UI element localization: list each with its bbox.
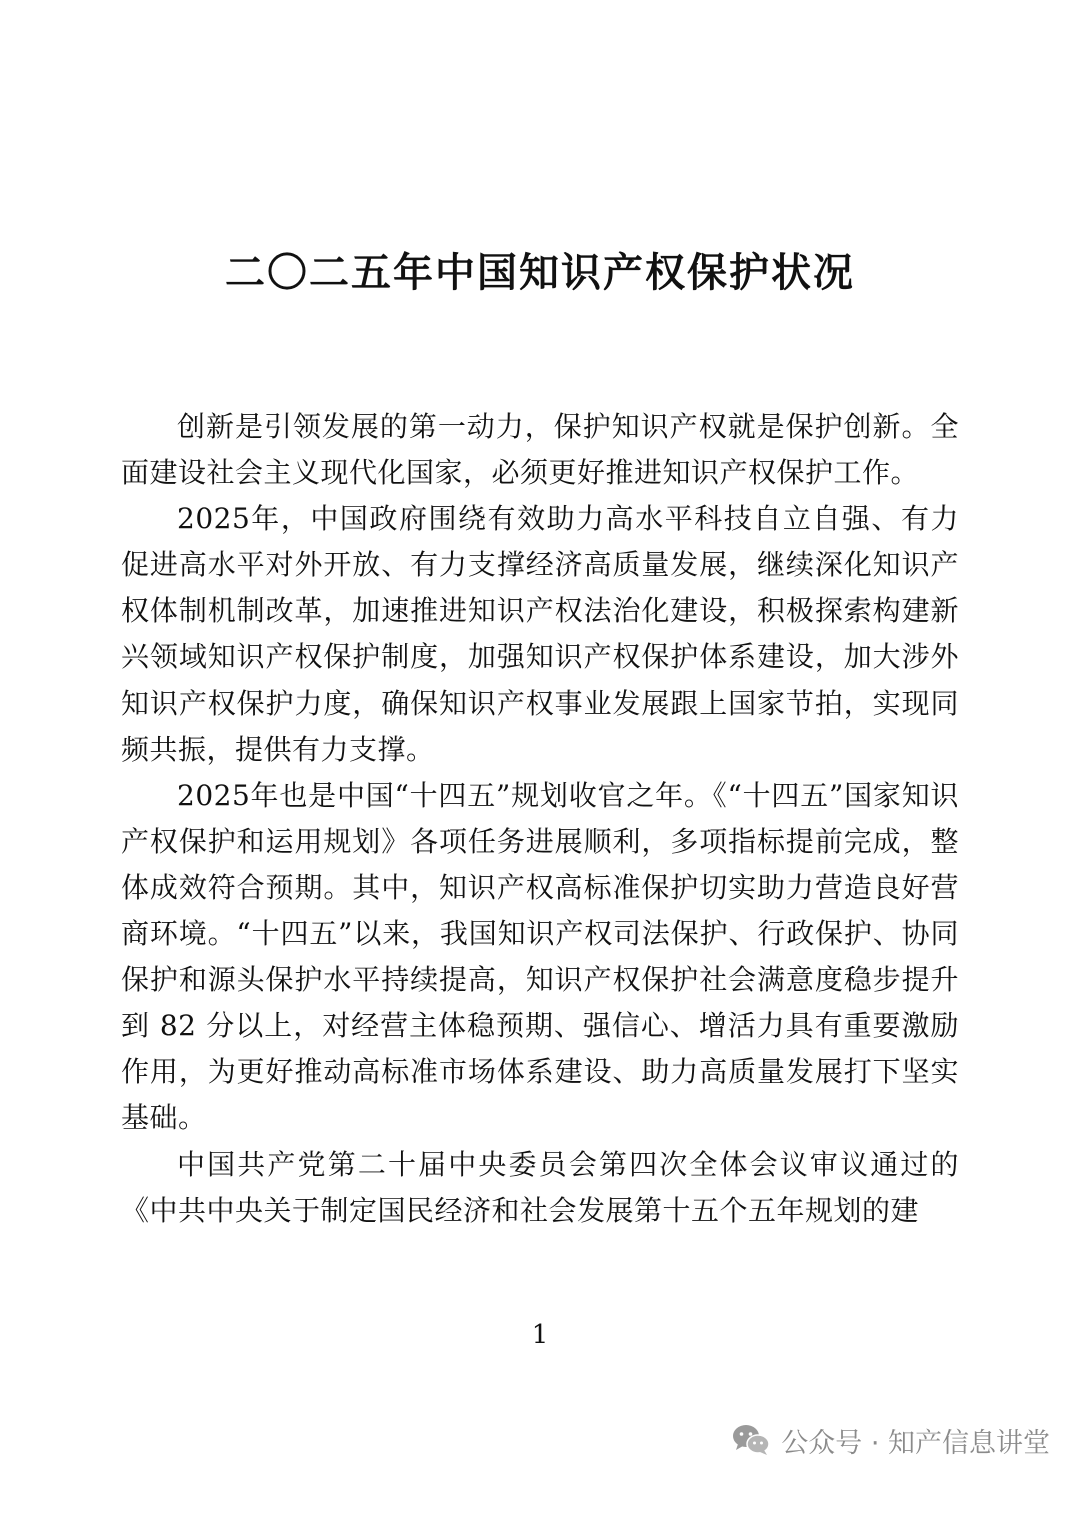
paragraph-4: 中国共产党第二十届中央委员会第四次全体会议审议通过的《中共中央关于制定国民经济和社会发展第十五个五年规划的建	[121, 1147, 959, 1227]
paragraph-1: 创新是引领发展的第一动力，保护知识产权就是保护创新。全面建设社会主义现代化国家，必须更好推进知识产权保护工作。	[121, 410, 959, 490]
page-number: 1	[531, 1320, 549, 1350]
document-body	[121, 404, 959, 1234]
paragraph-2: 2025年，中国政府围绕有效助力高水平科技自立自强、有力促进高水平对外开放、有力支撑经济高质量发展，继续深化知识产权体制机制改革，加速推进知识产权法治化建设，积极探索构建新兴领域知识产权保护制度，加强知识产权保护体系建设，加大涉外知识产权保护力度，确保知识产权事业发展跟上国家节拍，实现同频共振，提供有力支撑。	[121, 502, 959, 766]
watermark-text: 公众号 · 知产信息讲堂	[781, 1427, 1050, 1459]
paragraph-3: 2025年也是中国“十四五”规划收官之年。《“十四五”国家知识产权保护和运用规划》各项任务进展顺利，多项指标提前完成，整体成效符合预期。其中，知识产权高标准保护切实助力营造良好营商环境。“十四五”以来，我国知识产权司法保护、行政保护、协同保护和源头保护水平持续提高，知识产权保护社会满意度稳步提升到 82 分以上，对经营主体稳预期、强信心、增活力具有重要激励作用，为更好推动高标准市场体系建设、助力高质量发展打下坚实基础。	[121, 778, 959, 1135]
watermark	[731, 1420, 1050, 1460]
wechat-icon	[731, 1423, 771, 1457]
document-title: 二〇二五年中国知识产权保护状况	[225, 250, 855, 296]
